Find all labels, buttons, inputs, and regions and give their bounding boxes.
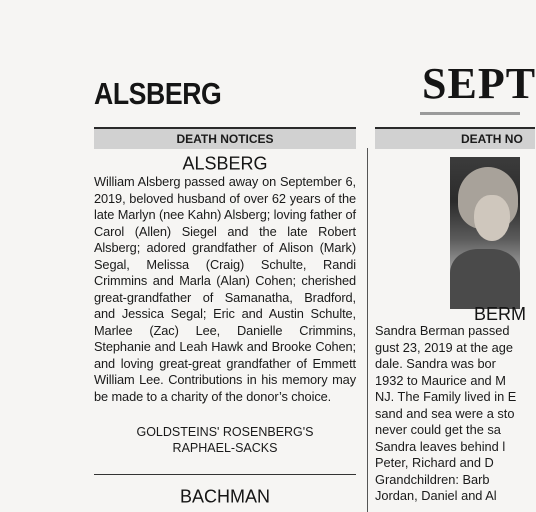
berman-line: Jordan, Daniel and Al <box>375 488 497 503</box>
berman-line: Peter, Richard and D <box>375 455 494 470</box>
notice-divider <box>94 474 356 475</box>
page-title: ALSBERG <box>94 76 222 111</box>
death-notices-header-left: DEATH NOTICES <box>94 127 356 149</box>
berman-line: Sandra leaves behind l <box>375 438 506 454</box>
berman-line: dale. Sandra was bor <box>375 356 496 371</box>
section-masthead: SEPT <box>422 59 536 108</box>
column-divider <box>367 148 368 512</box>
funeral-home-line1: GOLDSTEINS' ROSENBERG'S <box>136 425 314 439</box>
photo-shoulder <box>450 249 520 309</box>
notice-name-berman: BERM <box>474 304 527 324</box>
berman-line: NJ. The Family lived in E <box>375 389 517 404</box>
photo-face <box>474 195 510 241</box>
berman-line: Sandra Berman passed <box>375 323 510 338</box>
notice-name-bachman: BACHMAN <box>179 485 270 507</box>
berman-line: 1932 to Maurice and M <box>375 372 506 388</box>
berman-line: Grandchildren: Barb <box>375 471 490 487</box>
notice-body-berman <box>375 323 535 505</box>
notice-name-alsberg: ALSBERG <box>182 152 268 174</box>
notice-body-alsberg: William Alsberg passed away on September 6, 2019, beloved husband of over 62 years of the late Marlyn (nee Kahn) Alsberg; loving father of Carol (Allen) Siegel and the late Robert Alsberg; adored grandfather of Alison (Mark) Segal, Melissa (Craig) Schulte, Randi Crimmins and Marla (Alan) Cohen; cherished great-grandfather of Samanatha, Bradford, and Jessica Segal; Eric and Austin Schulte, Marlee (Zac) Lee, Danielle Crimmins, Stephanie and Leah Hawk and Brooke Cohen; and loving great-great grandfather of Emmett William Lee. Contributions in his memory may be made to a charity of the donor’s choice. <box>94 174 356 404</box>
portrait-photo <box>450 157 520 305</box>
berman-line: gust 23, 2019 at the age <box>375 339 514 355</box>
berman-line: sand and sea were a sto <box>375 405 515 421</box>
death-notices-header-right-label: DEATH NO <box>461 132 523 146</box>
masthead-rule <box>420 112 520 115</box>
death-notices-header-right <box>375 127 535 149</box>
funeral-home-line2: RAPHAEL-SACKS <box>172 441 278 455</box>
berman-line: never could get the sa <box>375 422 501 437</box>
